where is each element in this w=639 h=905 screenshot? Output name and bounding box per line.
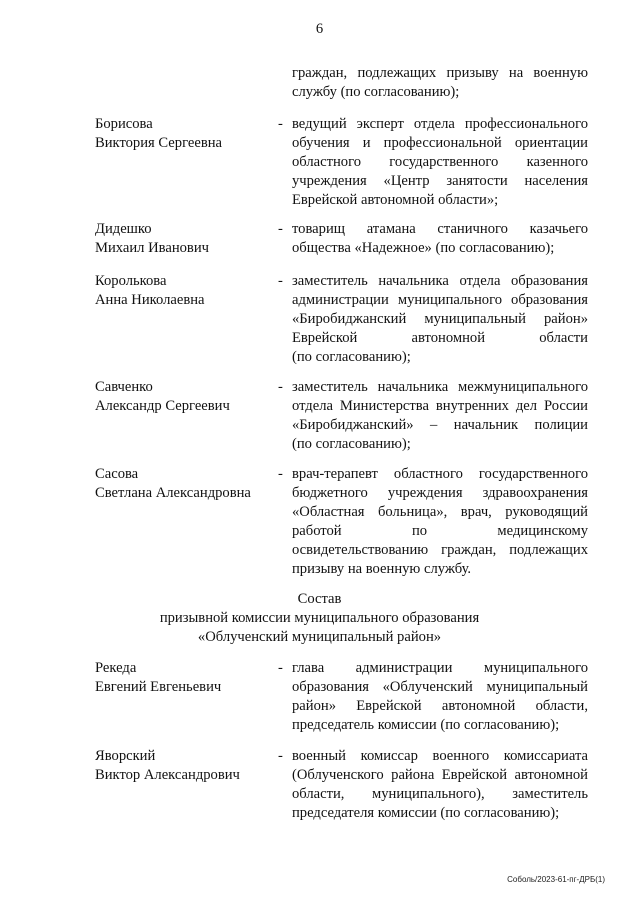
member-surname: Королькова: [95, 273, 167, 289]
member-name: [95, 220, 275, 258]
member-position: [292, 659, 588, 735]
member-position: [292, 747, 588, 823]
member-surname: Сасова: [95, 466, 139, 482]
position-line: области, муниципального), заместитель: [292, 786, 588, 802]
position-line: администрации муниципального образования: [292, 292, 588, 308]
position-line: врач-терапевт областного государственного: [292, 466, 588, 482]
member-given-names: Виктор Александрович: [95, 767, 240, 783]
position-line: Еврейской автономной области»;: [292, 192, 499, 208]
member-surname: Яворский: [95, 748, 156, 764]
entry-dash: -: [278, 116, 283, 132]
entry-dash: -: [278, 221, 283, 237]
position-line: общества «Надежное» (по согласованию);: [292, 240, 555, 256]
entry-dash: -: [278, 466, 283, 482]
member-name: [95, 747, 275, 785]
position-line: (по согласованию);: [292, 349, 411, 365]
position-line: (по согласованию);: [292, 436, 411, 452]
section-heading-title: Состав: [297, 591, 342, 607]
entry-dash: -: [278, 379, 283, 395]
position-line: заместитель начальника межмуниципального: [292, 379, 588, 395]
member-name: [95, 659, 275, 697]
position-line: (Облученского района Еврейской автономной: [292, 767, 588, 783]
position-line: «Биробиджанский муниципальный район»: [292, 311, 588, 327]
position-line: областного государственного казенного: [292, 154, 588, 170]
position-line: обучения и профессиональной ориентации: [292, 135, 588, 151]
position-line: председателя комиссии (по согласованию);: [292, 805, 560, 821]
position-line: освидетельствованию граждан, подлежащих: [292, 542, 588, 558]
member-given-names: Александр Сергеевич: [95, 398, 230, 414]
page-number: 6: [315, 21, 324, 37]
continuation-line: граждан, подлежащих призыву на военную: [292, 65, 588, 81]
position-line: бюджетного учреждения здравоохранения: [292, 485, 588, 501]
member-position: [292, 115, 588, 210]
position-line: товарищ атамана станичного казачьего: [292, 221, 588, 237]
member-position: [292, 465, 588, 579]
member-name: [95, 465, 275, 503]
member-surname: Дидешко: [95, 221, 152, 237]
member-position: [292, 220, 588, 258]
position-line: Еврейской автономной области: [292, 330, 588, 346]
position-line: военный комиссар военного комиссариата: [292, 748, 588, 764]
position-line: заместитель начальника отдела образования: [292, 273, 588, 289]
member-position: [292, 272, 588, 367]
member-surname: Борисова: [95, 116, 153, 132]
member-given-names: Михаил Иванович: [95, 240, 209, 256]
entry-dash: -: [278, 748, 283, 764]
member-given-names: Виктория Сергеевна: [95, 135, 223, 151]
member-position: [292, 378, 588, 454]
position-line: «Областная больница», врач, руководящий: [292, 504, 588, 520]
member-surname: Рекеда: [95, 660, 137, 676]
position-line: отдела Министерства внутренних дел России: [292, 398, 588, 414]
section-heading-line: призывной комиссии муниципального образования: [159, 610, 480, 626]
position-line: учреждения «Центр занятости населения: [292, 173, 588, 189]
member-name: [95, 378, 275, 416]
section-heading: [0, 590, 639, 647]
position-line: ведущий эксперт отдела профессионального: [292, 116, 588, 132]
member-given-names: Светлана Александровна: [95, 485, 251, 501]
footer-document-code: Соболь/2023-61-пг-ДРБ(1): [507, 875, 605, 884]
position-line: председатель комиссии (по согласованию);: [292, 717, 560, 733]
position-line: призыву на военную службу.: [292, 561, 472, 577]
position-line: «Биробиджанский» – начальник полиции: [292, 417, 588, 433]
entry-dash: -: [278, 273, 283, 289]
member-surname: Савченко: [95, 379, 153, 395]
position-line: образования «Облученский муниципальный: [292, 679, 588, 695]
continuation-line: службу (по согласованию);: [292, 84, 460, 100]
entry-dash: -: [278, 660, 283, 676]
section-heading-line: «Облученский муниципальный район»: [197, 629, 442, 645]
position-line: глава администрации муниципального: [292, 660, 588, 676]
position-line: работой по медицинскому: [292, 523, 588, 539]
continuation-text: [292, 64, 588, 102]
member-name: [95, 272, 275, 310]
member-given-names: Евгений Евгеньевич: [95, 679, 222, 695]
position-line: район» Еврейской автономной области,: [292, 698, 588, 714]
member-name: [95, 115, 275, 153]
member-given-names: Анна Николаевна: [95, 292, 205, 308]
